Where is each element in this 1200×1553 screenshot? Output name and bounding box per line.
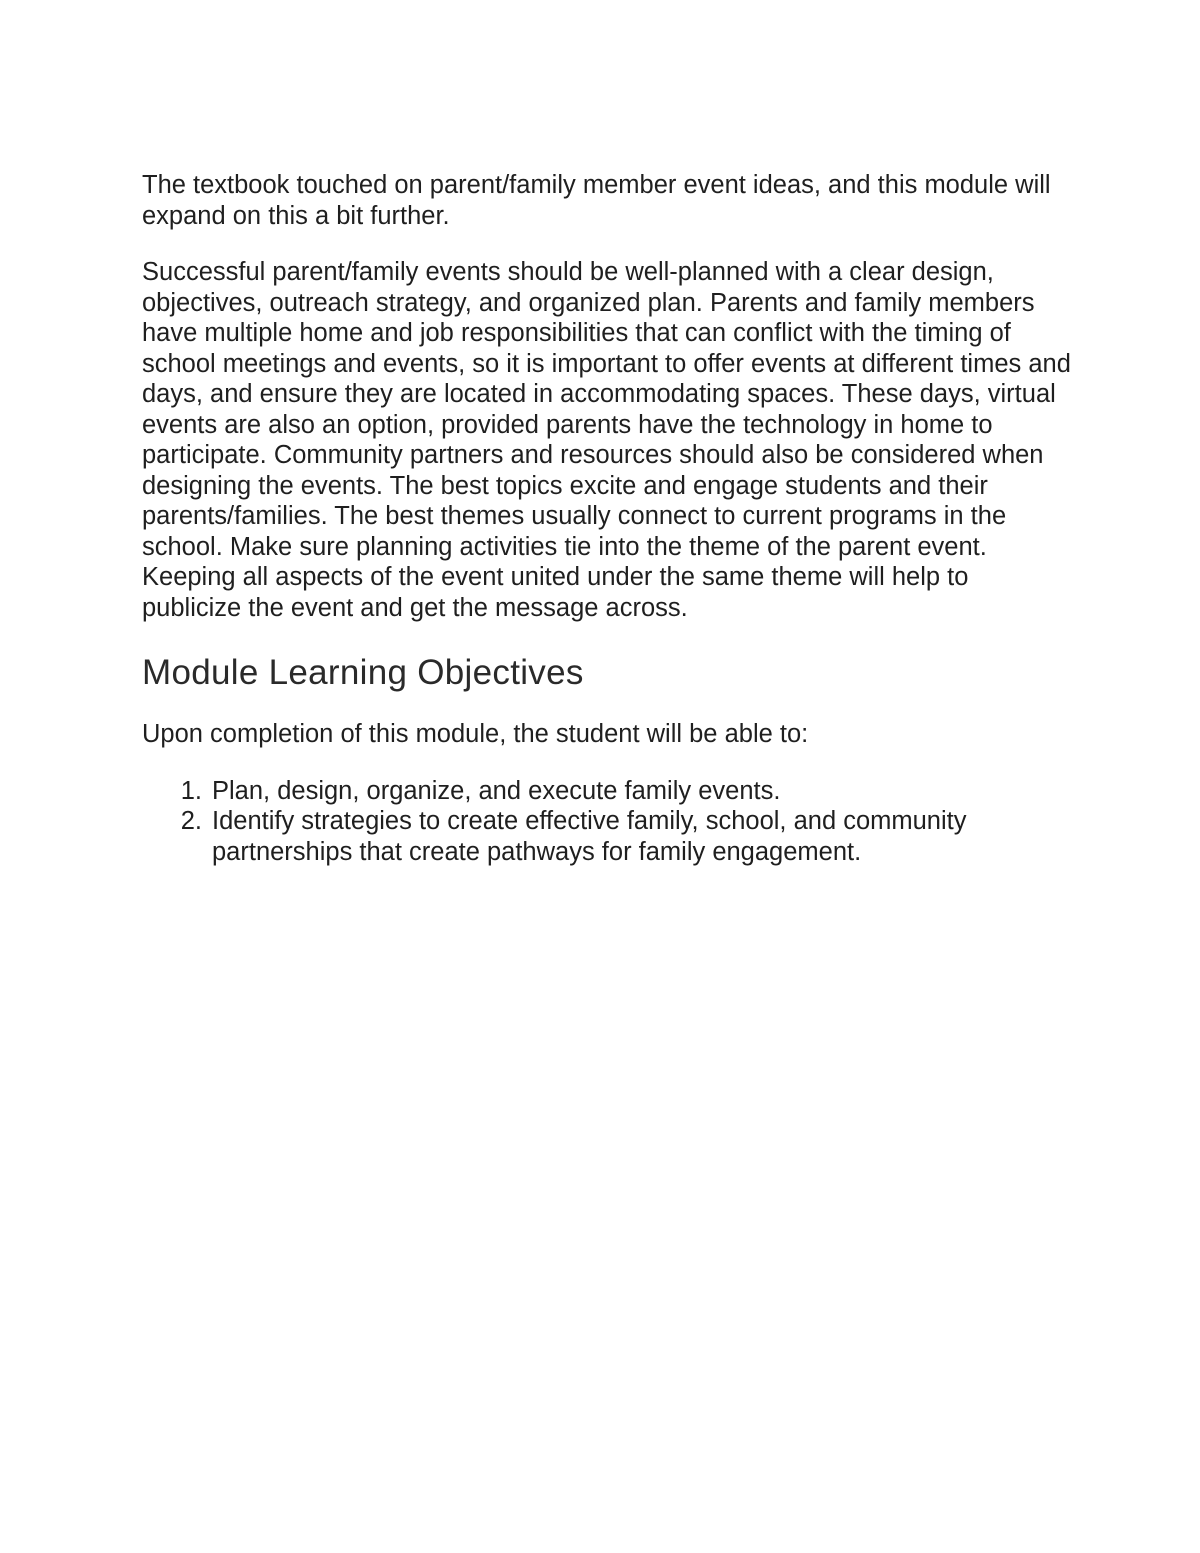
objective-item: [142, 806, 1072, 867]
objectives-list: [142, 776, 1072, 868]
section-heading: Module Learning Objectives: [142, 653, 584, 692]
objective-number: 2.: [180, 807, 202, 835]
body-paragraph: Successful parent/family events should be well-planned with a clear design, objectives, outreach strategy, and organized plan. Parents and family members have multiple home and job responsibilities that can conflict with the timing of school meetings and events, so it is important to offer events at different times and days, and ensure they are located in accommodating spaces. These days, virtual events are also an option, provided parents have the technology in home to participate. Community partners and resources should also be considered when designing the events. The best topics excite and engage students and their parents/families. The best themes usually connect to current programs in the school. Make sure planning activities tie into the theme of the parent event. Keeping all aspects of the event united under the same theme will help to publicize the event and get the message across.: [142, 258, 1071, 622]
objective-text: Identify strategies to create effective family, school, and community partnerships that create pathways for family engagement.: [212, 807, 967, 866]
objective-text: Plan, design, organize, and execute family events.: [212, 776, 781, 805]
objective-item: [142, 776, 1072, 807]
document-page: [142, 170, 1072, 867]
objective-number: 1.: [180, 776, 202, 805]
objectives-intro: Upon completion of this module, the student will be able to:: [142, 720, 809, 748]
intro-paragraph: The textbook touched on parent/family member event ideas, and this module will expand on this a bit further.: [142, 171, 1051, 230]
